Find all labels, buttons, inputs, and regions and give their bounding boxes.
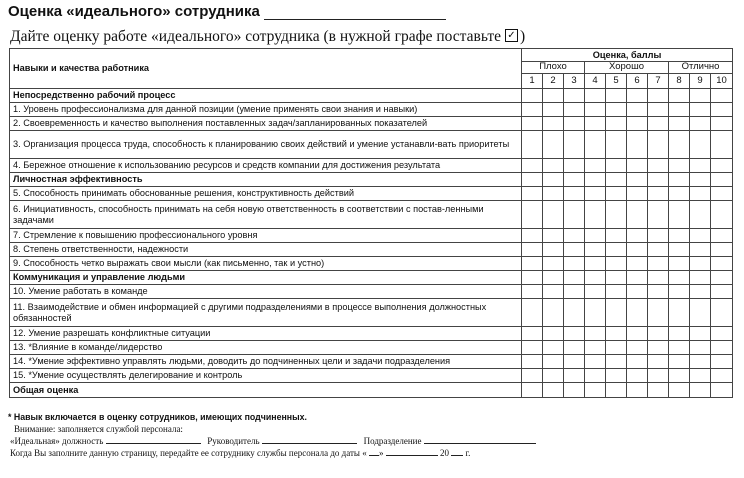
score-cell[interactable] — [711, 201, 733, 229]
score-cell[interactable] — [669, 383, 690, 398]
score-cell[interactable] — [669, 341, 690, 355]
checkbox-check-icon: ✓ — [505, 29, 518, 42]
score-cell[interactable] — [585, 271, 606, 285]
score-cell[interactable] — [648, 341, 669, 355]
score-cell[interactable] — [690, 201, 711, 229]
score-cell[interactable] — [711, 327, 733, 341]
score-cell[interactable] — [564, 89, 585, 103]
score-cell[interactable] — [669, 173, 690, 187]
score-cell[interactable] — [648, 103, 669, 117]
score-cell[interactable] — [648, 257, 669, 271]
score-cell[interactable] — [543, 369, 564, 383]
score-9: 9 — [690, 74, 711, 89]
section-row — [10, 271, 733, 285]
criterion-row — [10, 327, 733, 341]
score-cell[interactable] — [711, 187, 733, 201]
score-cell[interactable] — [585, 341, 606, 355]
score-cell[interactable] — [585, 243, 606, 257]
score-7: 7 — [648, 74, 669, 89]
score-cell[interactable] — [564, 383, 585, 398]
score-cell[interactable] — [522, 131, 543, 159]
score-cell[interactable] — [606, 299, 627, 327]
score-cell[interactable] — [669, 201, 690, 229]
instruction-text: Дайте оценку работе «идеального» сотрудника (в нужной графе поставьте — [10, 28, 501, 45]
skills-header: Навыки и качества работника — [10, 49, 522, 89]
score-cell[interactable] — [543, 285, 564, 299]
score-cell[interactable] — [606, 355, 627, 369]
score-cell[interactable] — [606, 243, 627, 257]
criterion-label: 14. *Умение эффективно управлять людьми, доводить до подчиненных цели и задачи подразделения — [10, 355, 522, 369]
score-cell[interactable] — [648, 271, 669, 285]
score-cell[interactable] — [564, 355, 585, 369]
score-cell[interactable] — [648, 173, 669, 187]
score-cell[interactable] — [543, 117, 564, 131]
score-cell[interactable] — [543, 271, 564, 285]
score-cell[interactable] — [585, 299, 606, 327]
score-cell[interactable] — [648, 117, 669, 131]
score-cell[interactable] — [564, 285, 585, 299]
score-cell[interactable] — [711, 355, 733, 369]
criterion-label: 3. Организация процесса труда, способность к планированию своих действий и умение устанавли-вать приоритеты — [10, 131, 522, 159]
score-cell[interactable] — [627, 159, 648, 173]
criterion-label: 6. Инициативность, способность принимать на себя новую ответственность в соответствии с постав-ленными задачами — [10, 201, 522, 229]
score-1: 1 — [522, 74, 543, 89]
score-cell[interactable] — [669, 327, 690, 341]
score-cell[interactable] — [585, 355, 606, 369]
score-cell[interactable] — [564, 327, 585, 341]
section-title: Личностная эффективность — [10, 173, 522, 187]
criterion-row — [10, 159, 733, 173]
title-blank-line[interactable] — [264, 5, 446, 20]
score-cell[interactable] — [543, 383, 564, 398]
score-cell[interactable] — [585, 201, 606, 229]
score-cell[interactable] — [690, 299, 711, 327]
score-cell[interactable] — [522, 257, 543, 271]
score-cell[interactable] — [585, 327, 606, 341]
score-cell[interactable] — [690, 117, 711, 131]
criterion-row — [10, 229, 733, 243]
score-cell[interactable] — [564, 243, 585, 257]
score-cell[interactable] — [690, 383, 711, 398]
score-cell[interactable] — [543, 243, 564, 257]
position-label: «Идеальная» должность — [10, 436, 104, 446]
score-cell[interactable] — [564, 131, 585, 159]
score-cell[interactable] — [606, 285, 627, 299]
score-cell[interactable] — [690, 243, 711, 257]
score-cell[interactable] — [711, 103, 733, 117]
header-row — [10, 49, 733, 62]
score-cell[interactable] — [690, 187, 711, 201]
score-cell[interactable] — [648, 369, 669, 383]
score-cell[interactable] — [606, 89, 627, 103]
total-label: Общая оценка — [10, 383, 522, 398]
year-prefix: 20 — [439, 448, 449, 458]
score-cell[interactable] — [564, 173, 585, 187]
form-title-text: Оценка «идеального» сотрудника — [8, 3, 260, 20]
score-cell[interactable] — [522, 89, 543, 103]
score-cell[interactable] — [669, 89, 690, 103]
score-cell[interactable] — [711, 257, 733, 271]
score-cell[interactable] — [522, 173, 543, 187]
score-10: 10 — [711, 74, 733, 89]
score-cell[interactable] — [543, 173, 564, 187]
score-cell[interactable] — [669, 131, 690, 159]
department-label: Подразделение — [363, 436, 422, 446]
group-2: Хорошо — [585, 62, 669, 74]
score-cell[interactable] — [543, 341, 564, 355]
score-cell[interactable] — [711, 117, 733, 131]
score-cell[interactable] — [543, 187, 564, 201]
score-cell[interactable] — [606, 117, 627, 131]
score-cell[interactable] — [585, 229, 606, 243]
criterion-label: 8. Степень ответственности, надежности — [10, 243, 522, 257]
score-cell[interactable] — [690, 369, 711, 383]
score-cell[interactable] — [648, 187, 669, 201]
score-cell[interactable] — [564, 159, 585, 173]
score-cell[interactable] — [564, 103, 585, 117]
score-cell[interactable] — [627, 187, 648, 201]
score-cell[interactable] — [543, 355, 564, 369]
criterion-row — [10, 201, 733, 229]
score-cell[interactable] — [648, 355, 669, 369]
criterion-label: 2. Своевременность и качество выполнения поставленных задач/запланированных показателей — [10, 117, 522, 131]
score-cell[interactable] — [564, 257, 585, 271]
score-cell[interactable] — [522, 327, 543, 341]
score-cell[interactable] — [522, 341, 543, 355]
score-2: 2 — [543, 74, 564, 89]
score-cell[interactable] — [669, 243, 690, 257]
form-title — [8, 3, 446, 20]
score-cell[interactable] — [711, 159, 733, 173]
score-cell[interactable] — [627, 341, 648, 355]
score-cell[interactable] — [648, 299, 669, 327]
score-cell[interactable] — [648, 89, 669, 103]
score-cell[interactable] — [690, 257, 711, 271]
score-cell[interactable] — [606, 229, 627, 243]
score-cell[interactable] — [711, 285, 733, 299]
score-cell[interactable] — [606, 383, 627, 398]
score-cell[interactable] — [585, 131, 606, 159]
criterion-label: 13. *Влияние в команде/лидерство — [10, 341, 522, 355]
score-cell[interactable] — [690, 131, 711, 159]
score-cell[interactable] — [711, 173, 733, 187]
attention-note: Внимание: заполняется службой персонала: — [14, 424, 183, 434]
score-cell[interactable] — [627, 243, 648, 257]
score-cell[interactable] — [690, 341, 711, 355]
handover-text: Когда Вы заполните данную страницу, передайте ее сотруднику службы персонала до даты « — [10, 448, 367, 458]
score-cell[interactable] — [627, 89, 648, 103]
score-cell[interactable] — [606, 187, 627, 201]
criterion-row — [10, 299, 733, 327]
score-cell[interactable] — [585, 117, 606, 131]
criterion-label: 4. Бережное отношение к использованию ресурсов и средств компании для достижения результата — [10, 159, 522, 173]
year-suffix: г. — [465, 448, 471, 458]
instruction-line — [10, 28, 525, 46]
score-cell[interactable] — [606, 369, 627, 383]
score-cell[interactable] — [585, 173, 606, 187]
criterion-row — [10, 369, 733, 383]
year-field[interactable] — [451, 447, 463, 456]
score-cell[interactable] — [627, 257, 648, 271]
criterion-row — [10, 285, 733, 299]
score-cell[interactable] — [690, 159, 711, 173]
score-cell[interactable] — [627, 131, 648, 159]
score-cell[interactable] — [585, 285, 606, 299]
score-cell[interactable] — [669, 285, 690, 299]
section-row — [10, 173, 733, 187]
score-cell[interactable] — [627, 299, 648, 327]
score-cell[interactable] — [606, 327, 627, 341]
score-cell[interactable] — [627, 117, 648, 131]
criterion-label: 15. *Умение осуществлять делегирование и контроль — [10, 369, 522, 383]
score-cell[interactable] — [522, 285, 543, 299]
criterion-row — [10, 257, 733, 271]
score-cell[interactable] — [606, 131, 627, 159]
score-cell[interactable] — [627, 327, 648, 341]
score-cell[interactable] — [711, 229, 733, 243]
score-cell[interactable] — [648, 327, 669, 341]
criterion-row — [10, 341, 733, 355]
score-cell[interactable] — [522, 229, 543, 243]
score-cell[interactable] — [543, 131, 564, 159]
criterion-label: 5. Способность принимать обоснованные решения, конструктивность действий — [10, 187, 522, 201]
score-cell[interactable] — [669, 117, 690, 131]
score-cell[interactable] — [627, 383, 648, 398]
criterion-row — [10, 103, 733, 117]
score-cell[interactable] — [585, 159, 606, 173]
score-cell[interactable] — [606, 341, 627, 355]
score-3: 3 — [564, 74, 585, 89]
score-cell[interactable] — [627, 369, 648, 383]
score-cell[interactable] — [543, 299, 564, 327]
score-cell[interactable] — [564, 117, 585, 131]
score-cell[interactable] — [648, 285, 669, 299]
criterion-row — [10, 243, 733, 257]
criterion-label: 7. Стремление к повышению профессионального уровня — [10, 229, 522, 243]
score-cell[interactable] — [606, 173, 627, 187]
score-cell[interactable] — [522, 369, 543, 383]
criterion-label: 11. Взаимодействие и обмен информацией с другими подразделениями в процессе выполнения должностных обязанностей — [10, 299, 522, 327]
score-cell[interactable] — [711, 243, 733, 257]
score-cell[interactable] — [606, 201, 627, 229]
score-cell[interactable] — [522, 117, 543, 131]
score-cell[interactable] — [627, 285, 648, 299]
score-cell[interactable] — [690, 89, 711, 103]
criterion-row — [10, 187, 733, 201]
criterion-label: 1. Уровень профессионализма для данной позиции (умение применять свои знания и навыки) — [10, 103, 522, 117]
score-cell[interactable] — [606, 271, 627, 285]
position-field[interactable] — [106, 435, 201, 444]
score-cell[interactable] — [522, 201, 543, 229]
score-cell[interactable] — [711, 89, 733, 103]
criterion-label: 12. Умение разрешать конфликтные ситуации — [10, 327, 522, 341]
manager-field[interactable] — [262, 435, 357, 444]
score-cell[interactable] — [627, 103, 648, 117]
score-cell[interactable] — [648, 229, 669, 243]
score-cell[interactable] — [564, 299, 585, 327]
instruction-close-paren: ) — [519, 28, 526, 45]
score-cell[interactable] — [711, 383, 733, 398]
score-cell[interactable] — [669, 229, 690, 243]
score-cell[interactable] — [543, 327, 564, 341]
manager-label: Руководитель — [207, 436, 260, 446]
day-field[interactable] — [369, 447, 379, 456]
score-cell[interactable] — [690, 285, 711, 299]
total-row — [10, 383, 733, 398]
score-cell[interactable] — [669, 257, 690, 271]
criterion-row — [10, 131, 733, 159]
score-4: 4 — [585, 74, 606, 89]
score-cell[interactable] — [669, 187, 690, 201]
score-cell[interactable] — [711, 341, 733, 355]
score-cell[interactable] — [669, 103, 690, 117]
score-cell[interactable] — [627, 355, 648, 369]
section-title: Коммуникация и управление людьми — [10, 271, 522, 285]
score-cell[interactable] — [690, 327, 711, 341]
score-8: 8 — [669, 74, 690, 89]
score-5: 5 — [606, 74, 627, 89]
criterion-label: 9. Способность четко выражать свои мысли (как письменно, так и устно) — [10, 257, 522, 271]
department-field[interactable] — [424, 435, 536, 444]
score-cell[interactable] — [690, 229, 711, 243]
score-cell[interactable] — [648, 383, 669, 398]
score-cell[interactable] — [669, 271, 690, 285]
score-cell[interactable] — [585, 89, 606, 103]
score-cell[interactable] — [522, 271, 543, 285]
score-cell[interactable] — [585, 383, 606, 398]
score-cell[interactable] — [627, 201, 648, 229]
hr-fields-line — [10, 435, 536, 446]
score-cell[interactable] — [627, 229, 648, 243]
score-cell[interactable] — [648, 243, 669, 257]
section-row — [10, 89, 733, 103]
rating-table — [9, 48, 733, 398]
score-cell[interactable] — [606, 257, 627, 271]
score-cell[interactable] — [543, 159, 564, 173]
score-cell[interactable] — [564, 341, 585, 355]
section-title: Непосредственно рабочий процесс — [10, 89, 522, 103]
group-3: Отлично — [669, 62, 733, 74]
score-header: Оценка, баллы — [522, 49, 733, 62]
handover-line — [10, 447, 470, 458]
criterion-row — [10, 355, 733, 369]
score-cell[interactable] — [564, 369, 585, 383]
score-cell[interactable] — [543, 257, 564, 271]
score-cell[interactable] — [690, 355, 711, 369]
score-cell[interactable] — [543, 229, 564, 243]
score-cell[interactable] — [522, 159, 543, 173]
score-cell[interactable] — [585, 103, 606, 117]
score-cell[interactable] — [522, 187, 543, 201]
criterion-row — [10, 117, 733, 131]
score-cell[interactable] — [522, 103, 543, 117]
score-cell[interactable] — [606, 159, 627, 173]
score-cell[interactable] — [690, 103, 711, 117]
score-cell[interactable] — [606, 103, 627, 117]
score-cell[interactable] — [543, 201, 564, 229]
score-cell[interactable] — [648, 159, 669, 173]
score-cell[interactable] — [711, 131, 733, 159]
score-cell[interactable] — [669, 299, 690, 327]
footnote: * Навык включается в оценку сотрудников, имеющих подчиненных. — [8, 412, 307, 422]
score-cell[interactable] — [669, 369, 690, 383]
score-cell[interactable] — [585, 187, 606, 201]
score-cell[interactable] — [627, 173, 648, 187]
score-cell[interactable] — [564, 271, 585, 285]
score-cell[interactable] — [543, 89, 564, 103]
score-6: 6 — [627, 74, 648, 89]
score-cell[interactable] — [669, 355, 690, 369]
score-cell[interactable] — [564, 187, 585, 201]
score-cell[interactable] — [627, 271, 648, 285]
score-cell[interactable] — [690, 173, 711, 187]
score-cell[interactable] — [669, 159, 690, 173]
score-cell[interactable] — [522, 299, 543, 327]
score-cell[interactable] — [690, 271, 711, 285]
score-cell[interactable] — [711, 369, 733, 383]
score-cell[interactable] — [711, 271, 733, 285]
score-cell[interactable] — [585, 257, 606, 271]
score-cell[interactable] — [711, 299, 733, 327]
score-cell[interactable] — [564, 201, 585, 229]
score-cell[interactable] — [543, 103, 564, 117]
criterion-label: 10. Умение работать в команде — [10, 285, 522, 299]
score-cell[interactable] — [564, 229, 585, 243]
score-cell[interactable] — [522, 243, 543, 257]
group-1: Плохо — [522, 62, 585, 74]
month-field[interactable] — [386, 447, 438, 456]
score-cell[interactable] — [522, 355, 543, 369]
score-cell[interactable] — [648, 131, 669, 159]
score-cell[interactable] — [522, 383, 543, 398]
score-cell[interactable] — [648, 201, 669, 229]
score-cell[interactable] — [585, 369, 606, 383]
date-quote: » — [378, 448, 384, 458]
